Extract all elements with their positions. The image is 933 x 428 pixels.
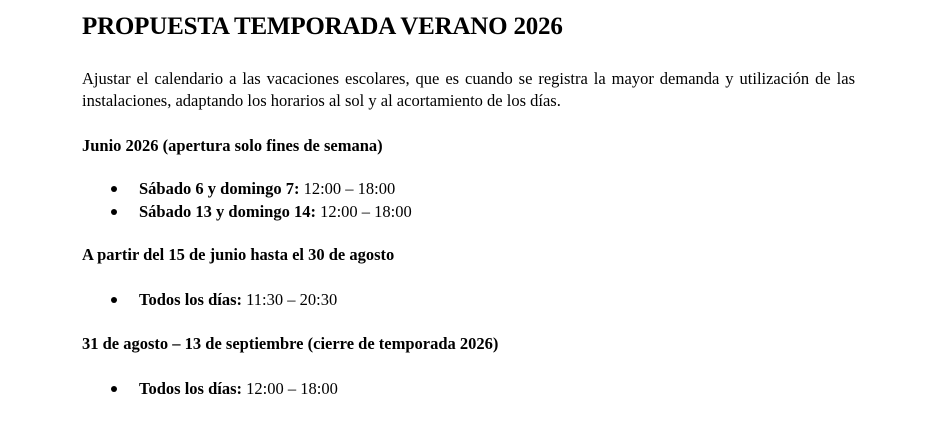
- section-heading-june: Junio 2026 (apertura solo fines de semana): [82, 136, 383, 155]
- list-item-value: 12:00 – 18:00: [303, 179, 396, 198]
- list-item-text: [139, 377, 338, 400]
- intro-paragraph: Ajustar el calendario a las vacaciones escolares, que es cuando se registra la mayor demanda y utilización de las instalaciones, adaptando los horarios al sol y al acortamiento de los días.: [82, 69, 855, 110]
- list-item-text: [139, 177, 395, 200]
- document-title: PROPUESTA TEMPORADA VERANO 2026: [82, 13, 563, 40]
- list-item-label: Todos los días:: [139, 379, 243, 398]
- section-heading-summer: A partir del 15 de junio hasta el 30 de agosto: [82, 245, 395, 264]
- list-item-value: 11:30 – 20:30: [246, 290, 338, 309]
- bullet-icon: [111, 186, 117, 192]
- bullet-icon: [111, 297, 117, 303]
- list-item-label: Todos los días:: [139, 290, 243, 309]
- list-item-text: [139, 288, 337, 311]
- list-item-label: Sábado 13 y domingo 14:: [139, 202, 316, 221]
- list-item-text: [139, 200, 412, 223]
- list-item-label: Sábado 6 y domingo 7:: [139, 179, 300, 198]
- bullet-icon: [111, 386, 117, 392]
- section-heading-closing: 31 de agosto – 13 de septiembre (cierre de temporada 2026): [82, 334, 499, 353]
- list-item-value: 12:00 – 18:00: [246, 379, 338, 398]
- list-item-value: 12:00 – 18:00: [320, 202, 412, 221]
- bullet-icon: [111, 209, 117, 215]
